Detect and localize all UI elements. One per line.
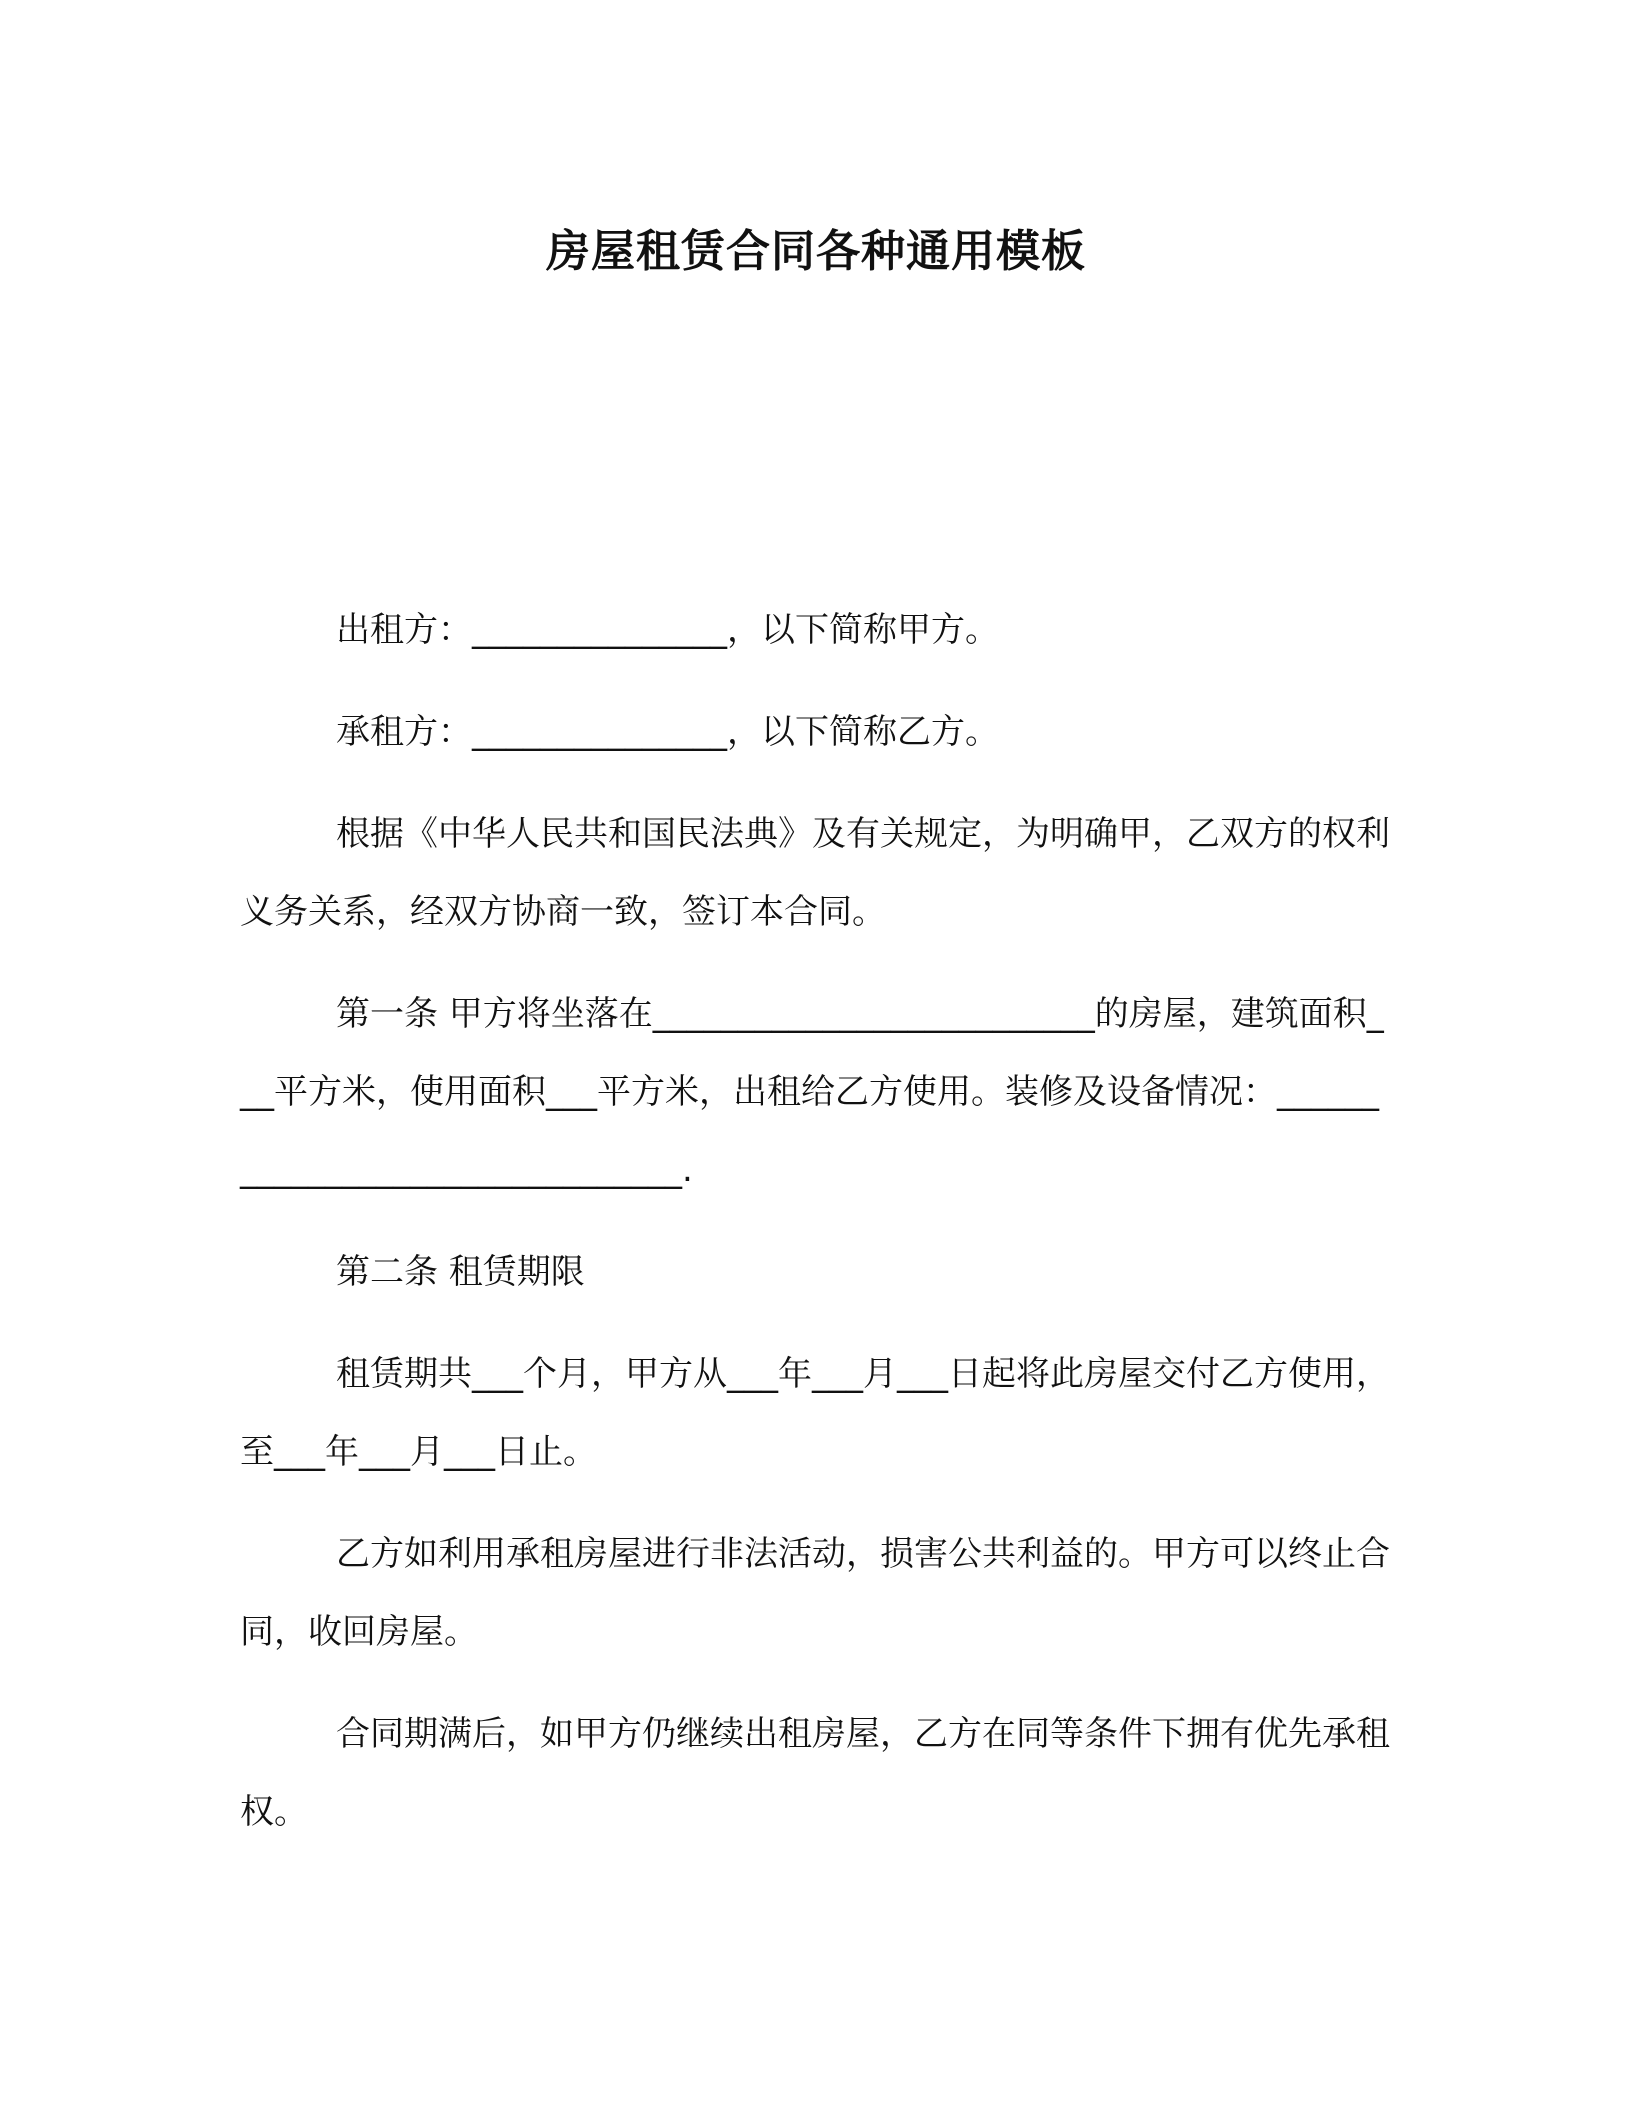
lessee-line: 承租方：_______________，以下简称乙方。 [336, 712, 999, 752]
legal-basis-paragraph: 根据《中华人民共和国民法典》及有关规定，为明确甲，乙双方的权利义务关系，经双方协商一致，签订本合同。 [240, 814, 1390, 932]
document-title: 房屋租赁合同各种通用模板 [546, 226, 1086, 277]
lessor-line: 出租方：_______________，以下简称甲方。 [336, 610, 999, 650]
article-two-heading: 第二条 租赁期限 [336, 1252, 585, 1292]
renewal-priority-paragraph: 合同期满后，如甲方仍继续出租房屋，乙方在同等条件下拥有优先承租权。 [240, 1714, 1390, 1832]
lease-term-paragraph: 租赁期共___个月，甲方从___年___月___日起将此房屋交付乙方使用，至___年___月___日止。 [240, 1354, 1390, 1472]
document-body [240, 591, 1390, 1875]
illegal-use-paragraph: 乙方如利用承租房屋进行非法活动，损害公共利益的。甲方可以终止合同，收回房屋。 [240, 1534, 1390, 1652]
article-one-paragraph: 第一条 甲方将坐落在__________________________的房屋，建筑面积___平方米，使用面积___平方米，出租给乙方使用。装修及设备情况：________________________________. [240, 994, 1384, 1190]
